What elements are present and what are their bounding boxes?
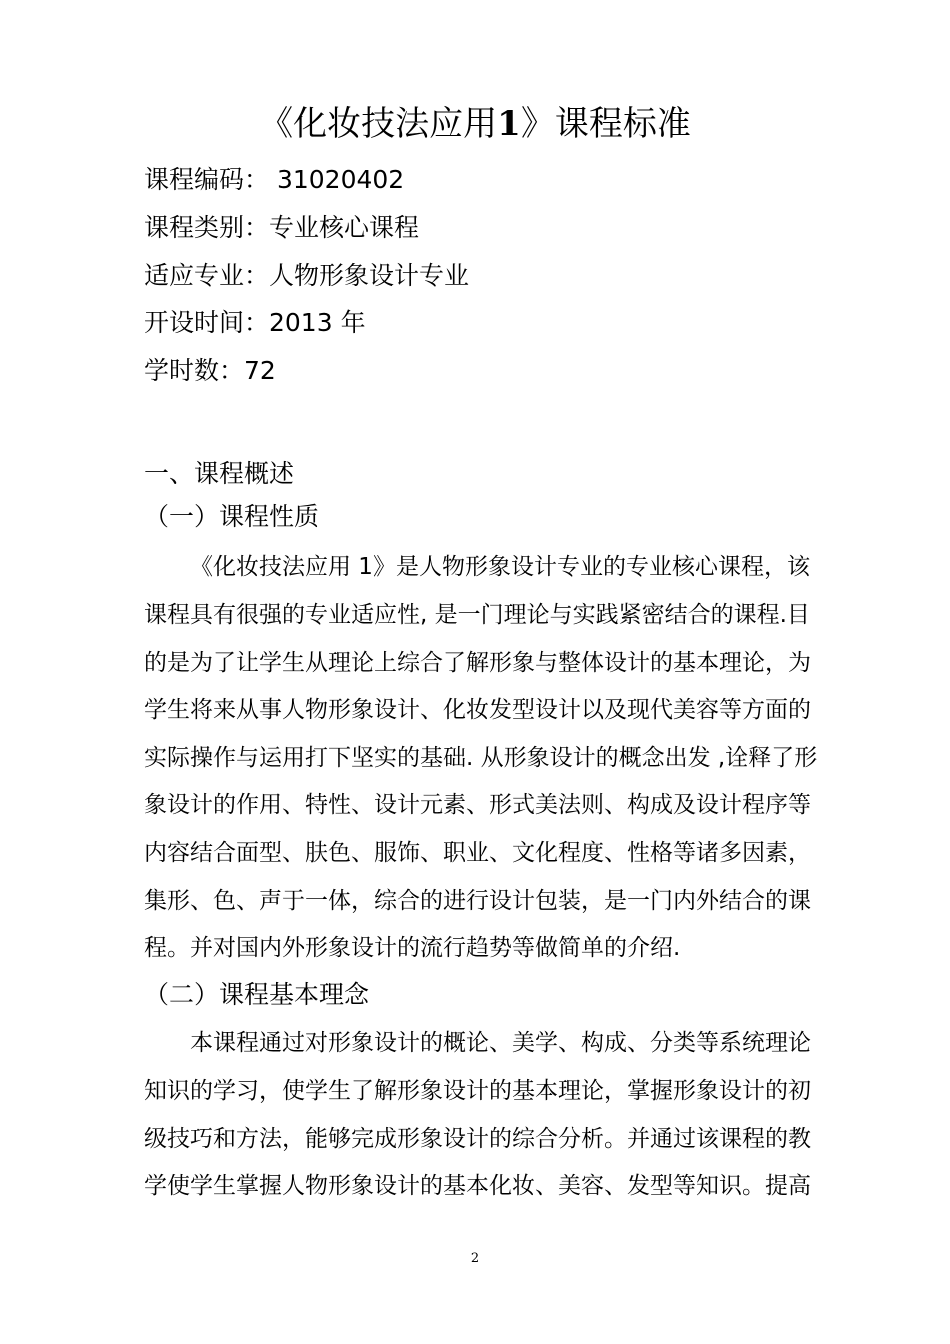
paragraph-line: 本课程通过对形象设计的概论、美学、构成、分类等系统理论 [190, 1030, 811, 1056]
title-suffix: 》课程标准 [520, 104, 691, 144]
subsection-heading-philosophy: （二）课程基本理念 [144, 980, 370, 1009]
paragraph-line: 内容结合面型、肤色、服饰、职业、文化程度、性格等诸多因素， [144, 840, 811, 866]
page-title [0, 102, 950, 146]
paragraph-line: 学使学生掌握人物形象设计的基本化妆、美容、发型等知识。提高 [144, 1173, 811, 1199]
paragraph-line: 《化妆技法应用 1》是人物形象设计专业的专业核心课程，该 [190, 554, 810, 580]
title-prefix: 《化妆技法应用 [259, 104, 498, 144]
paragraph-line: 课程具有很强的专业适应性, 是一门理论与实践紧密结合的课程.目 [144, 602, 810, 628]
paragraph-line: 级技巧和方法，能够完成形象设计的综合分析。并通过该课程的教 [144, 1126, 811, 1152]
course-category: 课程类别：专业核心课程 [144, 213, 420, 242]
paragraph-line: 集形、色、声于一体，综合的进行设计包装，是一门内外结合的课 [144, 888, 811, 914]
paragraph-line: 实际操作与运用打下坚实的基础. 从形象设计的概念出发 ,诠释了形 [144, 745, 818, 771]
paragraph-line: 学生将来从事人物形象设计、化妆发型设计以及现代美容等方面的 [144, 697, 811, 723]
subsection-heading-nature: （一）课程性质 [144, 502, 320, 531]
course-hours: 学时数：72 [144, 356, 276, 385]
paragraph-line: 程。并对国内外形象设计的流行趋势等做简单的介绍. [144, 935, 681, 961]
paragraph-line: 象设计的作用、特性、设计元素、形式美法则、构成及设计程序等 [144, 792, 811, 818]
paragraph-line: 的是为了让学生从理论上综合了解形象与整体设计的基本理论，为 [144, 650, 811, 676]
start-time: 开设时间：2013 年 [144, 308, 366, 337]
section-heading-overview: 一、课程概述 [144, 459, 295, 488]
course-code: 课程编码： 31020402 [144, 165, 405, 194]
applicable-major: 适应专业：人物形象设计专业 [144, 261, 470, 290]
title-number: 1 [497, 104, 521, 144]
page-number: 2 [470, 1251, 480, 1266]
paragraph-line: 知识的学习，使学生了解形象设计的基本理论，掌握形象设计的初 [144, 1078, 811, 1104]
